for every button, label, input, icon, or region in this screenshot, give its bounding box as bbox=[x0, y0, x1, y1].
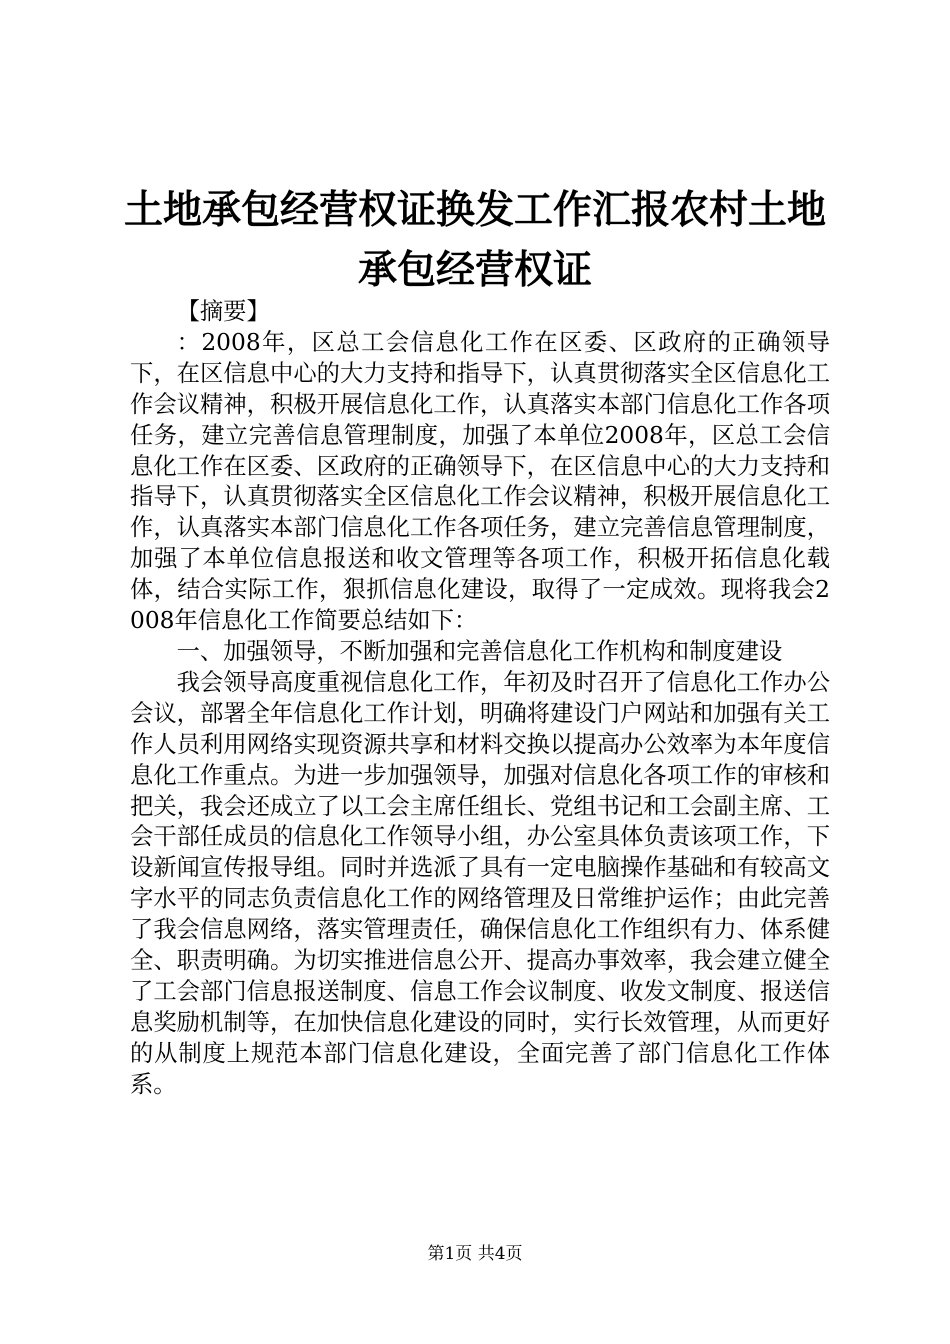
page-footer: 第1页 共4页 bbox=[427, 1244, 523, 1264]
body-paragraph: 我会领导高度重视信息化工作，年初及时召开了信息化工作办公会议，部署全年信息化工作计划，明确将建设门户网站和加强有关工作人员利用网络实现资源共享和材料交换以提高办公效率为本年度信息化工作重点。为进一步加强领导，加强对信息化各项工作的审核和把关，我会还成立了以工会主席任组长、党组书记和工会副主席、工会干部任成员的信息化工作领导小组，办公室具体负责该项工作，下设新闻宣传报导组。同时并选派了具有一定电脑操作基础和有较高文字水平的同志负责信息化工作的网络管理及日常维护运作；由此完善了我会信息网络，落实管理责任，确保信息化工作组织有力、体系健全、职责明确。为切实推进信息公开、提高办事效率，我会建立健全了工会部门信息报送制度、信息工作会议制度、收发文制度、报送信息奖励机制等，在加快信息化建设的同时，实行长效管理，从而更好的从制度上规范本部门信息化建设，全面完善了部门信息化工作体系。 bbox=[130, 668, 830, 1098]
section-heading: 一、加强领导，不断加强和完善信息化工作机构和制度建设 bbox=[176, 637, 783, 665]
abstract-label: 【摘要】 bbox=[176, 298, 270, 325]
document-title: 土地承包经营权证换发工作汇报农村土地承包经营权证 bbox=[123, 187, 826, 293]
abstract-paragraph: ：2008年，区总工会信息化工作在区委、区政府的正确领导下，在区信息中心的大力支持和指导下，认真贯彻落实全区信息化工作会议精神，积极开展信息化工作，认真落实本部门信息化工作各项任务，建立完善信息管理制度，加强了本单位2008年，区总工会信息化工作在区委、区政府的正确领导下，在区信息中心的大力支持和指导下，认真贯彻落实全区信息化工作会议精神，积极开展信息化工作，认真落实本部门信息化工作各项任务，建立完善信息管理制度，加强了本单位信息报送和收文管理等各项工作，积极开拓信息化载体，结合实际工作，狠抓信息化建设，取得了一定成效。现将我会2008年信息化工作简要总结如下： bbox=[130, 328, 830, 635]
document-body bbox=[130, 297, 830, 1101]
